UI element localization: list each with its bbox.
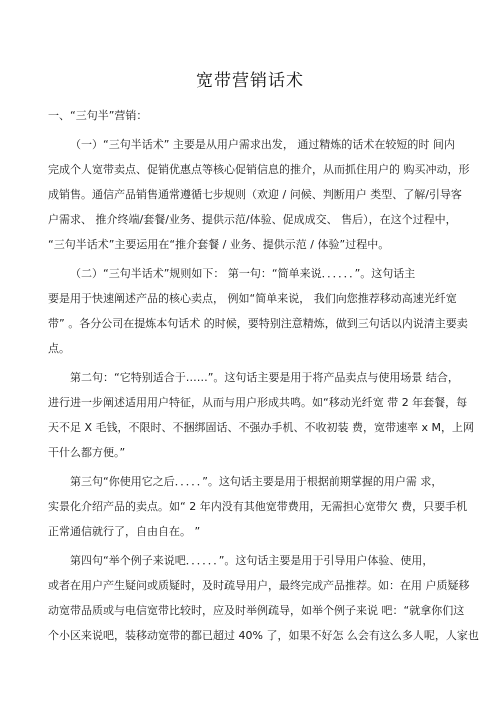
- body-text-line: 或者在用户产生疑问或质疑时，及时疏导用户，最终完成产品推荐。如：在用 户质疑移: [48, 579, 470, 592]
- body-text-line: 第四句“举个例子来说吧．．．．．．”。这句话主要是用于引导用户体验、使用，: [70, 554, 434, 567]
- body-text-line: 进行进一步阐述适用用户特征，从而与用户形成共鸣。如“移动光纤宽 带 2 年套餐，每: [48, 396, 468, 409]
- body-text-line: 个小区来说吧，装移动宽带的都已超过 40% 了，如果不好怎 么会有这么多人呢，人家也: [48, 629, 479, 642]
- body-text-line: 完成个人宽带卖点、促销优惠点等核心促销信息的推介，从而抓住用户的 购买冲动，形: [48, 163, 470, 176]
- body-text-line: 干什么都方便。”: [48, 446, 126, 459]
- body-text-line: 带” 。各分公司在提炼本句话术 的时候，要特别注意精炼，做到三句话以内说清主要卖: [48, 317, 468, 330]
- body-text-line: 要是用于快速阐述产品的核心卖点， 例如“简单来说， 我们向您推荐移动高速光纤宽: [48, 292, 457, 305]
- body-text-line: 正常通信就行了，自由自在。 ”: [48, 525, 201, 538]
- body-text-line: 天不足 X 毛钱，不限时、不捆绑固话、不强办手机、不收初装 费，宽带速率 x M，上网: [48, 421, 475, 434]
- body-text-line: （二）“三句半话术”规则如下： 第一句：“简单来说．．．．．．”。这句话主: [70, 267, 416, 280]
- body-text-line: 一、“三句半”营销：: [48, 109, 148, 122]
- body-text-line: （一）“三句半话术” 主要是从用户需求出发， 通过精炼的话术在较短的时 间内: [70, 138, 455, 151]
- document-title: 宽带营销话术: [196, 71, 304, 91]
- body-text-line: 实景化介绍产品的卖点。如“ 2 年内没有其他宽带费用，无需担心宽带欠 费，只要手机: [48, 500, 468, 513]
- body-text-line: 第二句：“它特别适合于……”。这句话主要是用于将产品卖点与使用场景 结合，: [70, 371, 459, 384]
- body-text-line: 动宽带品质或与电信宽带比较时，应及时举例疏导，如举个例子来说 吧：“就拿你们这: [48, 604, 465, 617]
- body-text-line: “三句半话术”主要运用在“推介套餐 / 业务、提供示范 / 体验”过程中。: [48, 238, 390, 251]
- body-text-line: 户需求、 推介终端/套餐/业务、提供示范/体验、促成成交、 售后），在这个过程中，: [48, 213, 457, 226]
- body-text-line: 点。: [48, 342, 70, 355]
- body-text-line: 成销售。通信产品销售通常遵循七步规则（欢迎 / 问候、判断用户 类型、了解/引导客: [48, 188, 462, 201]
- body-text-line: 第三句“你使用它之后．．．．．”。这句话主要是用于根据前期掌握的用户需 求，: [70, 475, 443, 488]
